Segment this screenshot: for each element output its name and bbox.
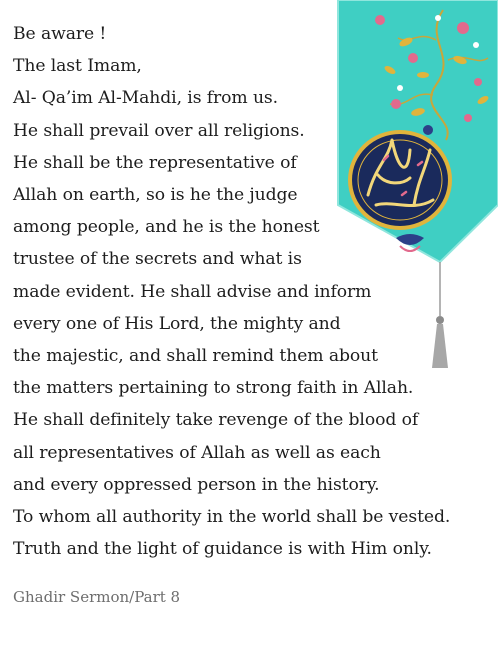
quote-line: He shall prevail over all religions.	[13, 120, 305, 141]
quote-line: Be aware !	[13, 24, 107, 44]
quote-line: The last Imam,	[13, 56, 142, 77]
quote-line: made evident. He shall advise and inform	[13, 281, 372, 302]
quote-line: Allah on earth, so is he the judge	[13, 185, 298, 206]
quote-line: He shall definitely take revenge of the blood of	[13, 410, 419, 431]
quote-line: and every oppressed person in the history.	[13, 474, 380, 495]
quote-line: Al- Qa’im Al-Mahdi, is from us.	[13, 88, 279, 109]
quote-line: all representatives of Allah as well as each	[13, 442, 381, 463]
quote-line: To whom all authority in the world shall be vested.	[13, 507, 451, 528]
quote-line: the majestic, and shall remind them about	[13, 346, 378, 367]
quote-line: the matters pertaining to strong faith in Allah.	[13, 378, 414, 399]
quote-text	[13, 18, 450, 565]
source-citation: Ghadir Sermon/Part 8	[13, 588, 181, 606]
quote-line: Truth and the light of guidance is with Him only.	[13, 539, 432, 560]
quote-line: trustee of the secrets and what is	[13, 249, 302, 270]
quote-line: He shall be the representative of	[13, 152, 297, 173]
quote-line: among people, and he is the honest	[13, 217, 320, 238]
quote-line: every one of His Lord, the mighty and	[13, 313, 341, 334]
